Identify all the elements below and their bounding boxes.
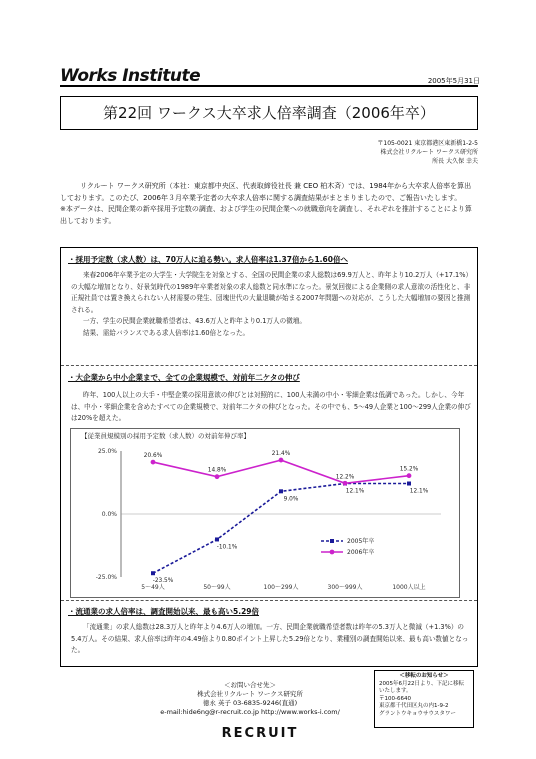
data-point <box>215 537 219 541</box>
release-date: 2005年5月31日 <box>427 77 480 85</box>
data-label: 12.1% <box>409 488 429 495</box>
section-body-2 <box>71 390 471 425</box>
growth-chart <box>70 428 460 598</box>
data-label: 14.8% <box>207 467 227 474</box>
section1-para: 来春2006年卒業予定の大学生・大学院生を対象とする、全国の民間企業の求人総数は69.9万人と、昨年より10.2万人（+17.1%）の大幅な増加となり、好景気時代の1989年卒業者対象の求人総数と同水準になった。景気回復による企業側の求人意欲の活性化と、非正規社員では置き換えられない人材需要の発生、団塊世代の大量退職が始まる2007年問題への対応が、こうした大幅増加の要因と推測される。 <box>71 271 471 314</box>
data-label: 9.0% <box>283 496 299 503</box>
data-label: -10.1% <box>216 544 238 551</box>
section-heading-2: ・大企業から中小企業まで、全ての企業規模で、対前年二ケタの伸び <box>68 373 300 382</box>
page-title: 第22回 ワークス大卒求人倍率調査（2006年卒） <box>103 104 435 122</box>
relocation-title: ＜移転のお知らせ＞ <box>399 673 449 679</box>
header-rule <box>60 85 478 87</box>
series-line-1 <box>153 460 409 483</box>
section1-para: 結果、需給バランスである求人倍率は1.60倍となった。 <box>83 328 250 337</box>
data-point <box>407 482 411 486</box>
section-heading-3: ・流通業の求人倍率は、調査開始以来、最も高い5.29倍 <box>68 607 260 616</box>
legend-label: 2006年卒 <box>347 549 375 556</box>
x-tick-label: 5〜49人 <box>141 584 165 591</box>
y-tick-label: 25.0% <box>97 448 117 455</box>
title-box <box>60 96 478 130</box>
contact-person: 徳永 英子 03-6835-9246(直通) <box>202 699 298 707</box>
data-point <box>215 474 220 479</box>
section2-para: 昨年、100人以上の大手・中堅企業の採用意欲の伸びとは対照的に、100人未満の中小・零細企業は低調であった。しかし、今年は、中小・零細企業を含めたすべての企業規模で、対前年二ケタの伸びとなった。その中でも、5〜49人企業と100〜299人企業の伸びは20%を超えた。 <box>71 391 471 422</box>
section-divider <box>61 365 477 366</box>
relocation-line: 2005年6月22日より、下記に移転いたします。 <box>379 680 464 694</box>
intro-paragraph: リクルート ワークス研究所（本社：東京都中央区、代表取締役社長 兼 CEO 柏木斉）では、1984年から大卒求人倍率を算出しております。このたび、2006年３月卒業予定者の大卒求人倍率に関する調査結果がまとまりましたので、ご報告いたします。 <box>60 182 472 202</box>
contact-heading: ＜お問い合せ先＞ <box>224 681 276 689</box>
chart-svg <box>71 429 459 597</box>
summary-box <box>60 247 478 667</box>
recruit-logo: RECRUIT <box>221 726 299 741</box>
section-divider <box>61 600 477 601</box>
relocation-line: 東京都千代田区丸の内1-9-2 <box>379 703 449 709</box>
section1-para: 一方、学生の民間企業就職希望者は、43.6万人と昨年より0.1万人の微増。 <box>83 317 306 325</box>
section3-para: 「流通業」の求人総数は28.3万人と昨年より4.6万人の増加。一方、民間企業就職希望者数は昨年の5.3万人と微減（+1.3%）の5.4万人。その結果、求人倍率は昨年の4.49倍より0.80ポイント上昇した5.29倍となり、業種別の調査開始以来、最も高い数値となった。 <box>71 623 469 654</box>
x-tick-label: 100〜299人 <box>263 584 299 591</box>
contact-org: 株式会社リクルート ワークス研究所 <box>197 690 303 698</box>
series-line-0 <box>153 484 409 574</box>
relocation-line: 〒100-6640 <box>379 695 411 702</box>
relocation-line: グラントウキョウサウスタワー <box>379 710 456 717</box>
data-point <box>279 489 283 493</box>
legend-label: 2005年卒 <box>347 538 375 545</box>
data-label: 20.6% <box>143 453 163 460</box>
legend-marker <box>330 550 335 555</box>
works-institute-logo: Works Institute <box>60 66 201 86</box>
intro-note: ※本データは、民間企業の新卒採用予定数の調査、および学生の民間企業への就職意向を調査し、それぞれを推計することにより算出しております。 <box>60 205 472 225</box>
data-point <box>151 571 155 575</box>
contact-email[interactable]: e-mail:hide6ng@r-recruit.co.jp http://www.works-i.com/ <box>160 708 340 716</box>
data-label: 15.2% <box>399 466 419 473</box>
section-heading-1: ・採用予定数（求人数）は、70万人に迫る勢い。求人倍率は1.37倍から1.60倍へ <box>68 255 348 264</box>
data-label: -23.5% <box>152 578 174 585</box>
data-label: 12.2% <box>335 474 355 481</box>
relocation-notice <box>374 670 474 728</box>
x-tick-label: 300〜999人 <box>327 584 363 591</box>
data-point <box>151 460 156 465</box>
director-name: 所長 大久保 幸夫 <box>432 158 478 165</box>
x-tick-label: 50〜99人 <box>203 584 231 591</box>
chart-title: 【従業員規模別の採用予定数（求人数）の対前年伸び率】 <box>81 432 250 440</box>
contact-block <box>130 681 370 717</box>
section-body-1 <box>71 270 471 339</box>
data-label: 12.1% <box>345 488 365 495</box>
data-point <box>407 473 412 478</box>
section-body-3 <box>71 622 471 657</box>
y-tick-label: -25.0% <box>95 574 117 581</box>
address-line: 〒105-0021 東京都港区東新橋1-2-5 <box>377 140 478 147</box>
data-label: 21.4% <box>271 451 291 458</box>
intro-text <box>60 181 478 227</box>
legend-marker <box>330 539 334 543</box>
org-name: 株式会社リクルート ワークス研究所 <box>380 149 478 156</box>
y-tick-label: 0.0% <box>101 511 117 518</box>
x-tick-label: 1000人以上 <box>392 584 426 591</box>
data-point <box>279 458 284 463</box>
data-point <box>343 481 348 486</box>
